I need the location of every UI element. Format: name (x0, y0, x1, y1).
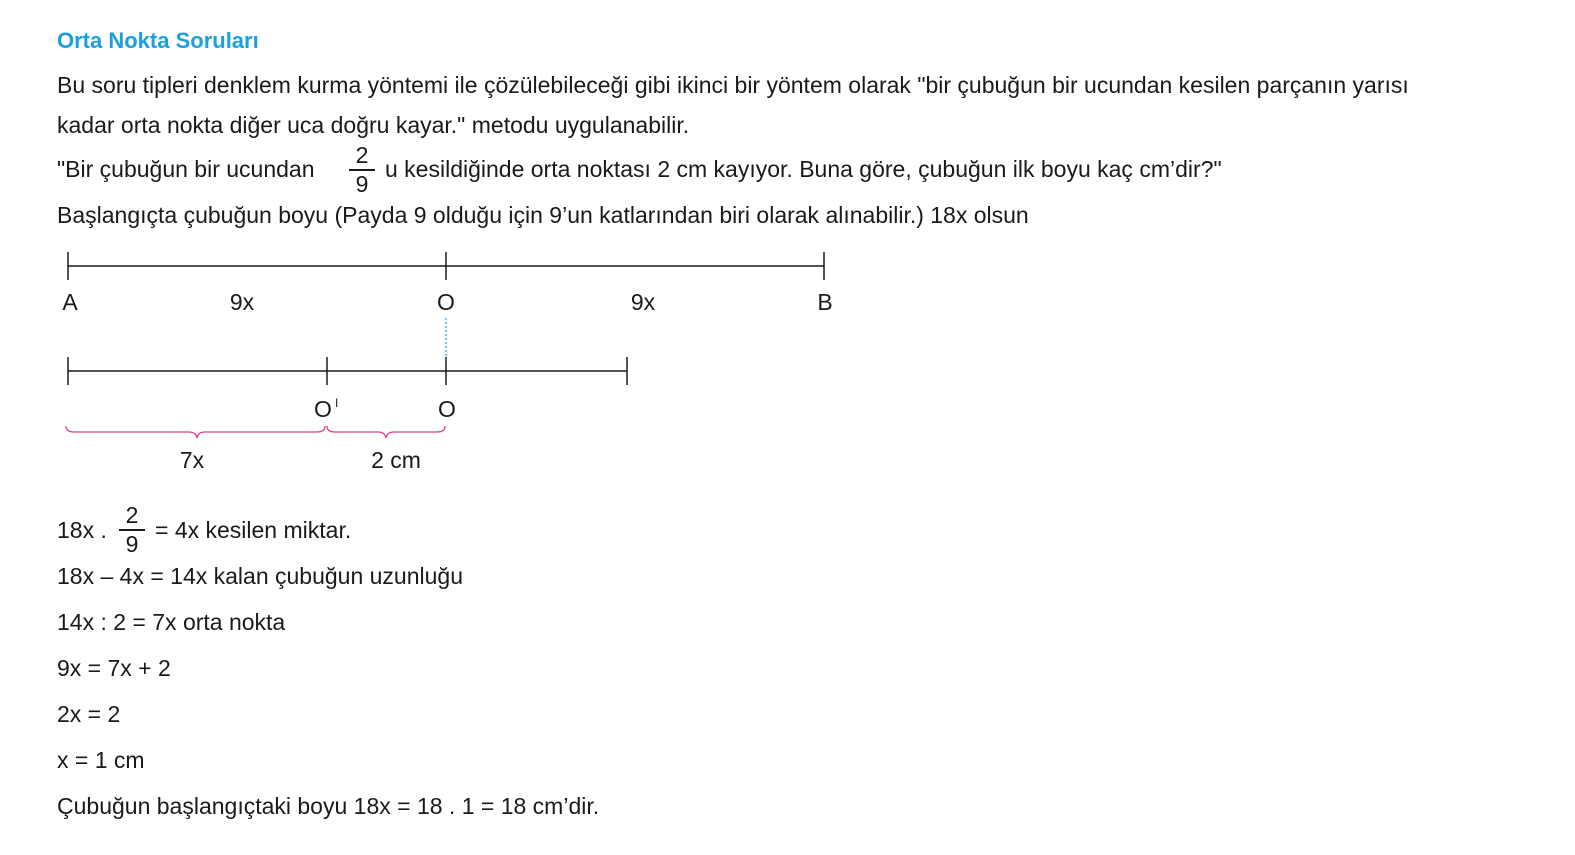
point-a-label: A (62, 289, 78, 315)
point-o-prime-label: O (314, 396, 332, 422)
brace-2cm (327, 426, 445, 438)
question-text-after: u kesildiğinde orta noktası 2 cm kayıyor. Buna göre, çubuğun ilk boyu kaç cm’dir?" (385, 156, 1222, 182)
step-1-fraction (117, 504, 147, 556)
intro-line-2: kadar orta nokta diğer uca doğru kayar." metodu uygulanabilir. (57, 112, 690, 138)
intro-line-1: Bu soru tipleri denklem kurma yöntemi ile çözülebileceği gibi ikinci bir yöntem olarak "bir çubuğun bir ucundan kesilen parçanın yarısı (57, 72, 1409, 98)
prime-mark: I (335, 396, 339, 410)
point-o-label-top: O (437, 289, 455, 315)
step-7: Çubuğun başlangıçtaki boyu 18x = 18 . 1 = 18 cm’dir. (57, 793, 600, 819)
top-left-length-label: 9x (229, 289, 255, 315)
fraction-numerator: 2 (125, 502, 139, 528)
point-o-label-bottom: O (438, 396, 456, 422)
segment-2cm-label: 2 cm (371, 447, 421, 473)
step-3: 14x : 2 = 7x orta nokta (57, 609, 286, 635)
top-right-length-label: 9x (630, 289, 656, 315)
setup-text: Başlangıçta çubuğun boyu (Payda 9 olduğu için 9’un katlarından biri olarak alınabilir.) 18x olsun (57, 202, 1029, 228)
fraction-numerator: 2 (355, 142, 369, 168)
point-b-label: B (817, 289, 833, 315)
step-2: 18x – 4x = 14x kalan çubuğun uzunluğu (57, 563, 464, 589)
section-heading: Orta Nokta Soruları (57, 28, 259, 53)
segment-7x-label: 7x (179, 447, 205, 473)
brace-7x (66, 426, 325, 438)
step-6: x = 1 cm (57, 747, 145, 773)
step-4: 9x = 7x + 2 (57, 655, 171, 681)
step-1-before: 18x . (57, 517, 107, 543)
step-5: 2x = 2 (57, 701, 121, 727)
fraction-denominator: 9 (355, 171, 369, 197)
question-text-before: "Bir çubuğun bir ucundan (57, 156, 315, 182)
fraction-denominator: 9 (125, 531, 139, 557)
step-1-after: = 4x kesilen miktar. (155, 517, 352, 543)
